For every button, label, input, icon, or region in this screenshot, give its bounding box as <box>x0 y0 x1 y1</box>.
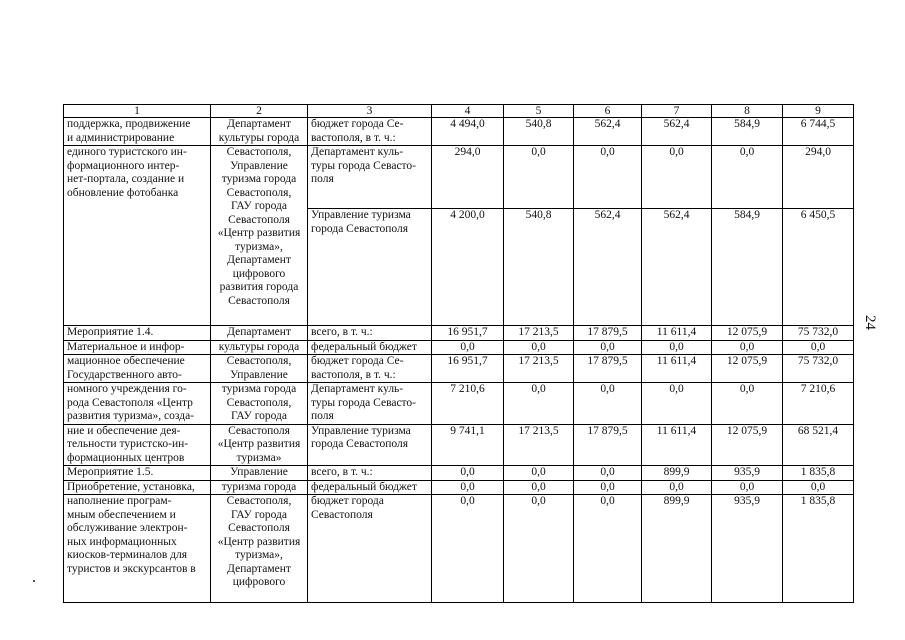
table-cell-executor: туризма города Севастополя, ГАУ города <box>211 383 308 425</box>
table-cell-value: 0,0 <box>574 495 642 603</box>
table-cell-value: 4 494,0 <box>432 118 504 146</box>
table-cell-measure: номного учреждения го- рода Севастополя «Центр развития туризма», созда- <box>64 383 211 425</box>
table-row <box>64 355 854 383</box>
table-body <box>64 105 854 603</box>
table-cell-value: 0,0 <box>432 466 504 481</box>
table-cell-executor: Управление <box>211 466 308 481</box>
table-cell-value: 6 450,5 <box>783 209 854 326</box>
table-cell-measure: поддержка, продвижение и администрирование <box>64 118 211 146</box>
table-cell-measure: наполнение програм- мным обеспечением и обслуживание электрон- ных информационных киосков-терминалов для туристов и экскурсантов в <box>64 495 211 603</box>
table-cell-measure: Материальное и инфор- <box>64 340 211 355</box>
budget-table <box>63 104 854 603</box>
table-cell-value: 935,9 <box>712 466 783 481</box>
table-cell-value: 0,0 <box>432 495 504 603</box>
table-cell-value: 11 611,4 <box>642 355 712 383</box>
table-cell-value: 0,0 <box>504 495 574 603</box>
table-cell-value: 75 732,0 <box>783 326 854 341</box>
table-cell-executor: Севастополя, ГАУ города Севастополя «Центр развития туризма», Департамент цифрового <box>211 495 308 603</box>
column-header: 1 <box>64 105 211 118</box>
table-cell-source: всего, в т. ч.: <box>308 326 432 341</box>
table-cell-value: 0,0 <box>432 480 504 495</box>
table-cell-value: 294,0 <box>432 146 504 209</box>
table-cell-source: бюджет города Севастополя <box>308 495 432 603</box>
margin-mark <box>33 580 35 582</box>
table-cell-value: 1 835,8 <box>783 466 854 481</box>
column-header: 8 <box>712 105 783 118</box>
table-cell-value: 0,0 <box>712 340 783 355</box>
table-cell-value: 0,0 <box>642 480 712 495</box>
table-cell-executor: Севастополя, Управление туризма города Севастополя, ГАУ города Севастополя «Центр развития туризма», Департамент цифрового развития города Севастополя <box>211 146 308 326</box>
table-cell-source: Управление туризма города Севастополя <box>308 424 432 466</box>
table-cell-value: 0,0 <box>783 480 854 495</box>
table-cell-value: 17 213,5 <box>504 424 574 466</box>
table-cell-source: Департамент куль- туры города Севасто- поля <box>308 146 432 209</box>
table-cell-value: 17 879,5 <box>574 326 642 341</box>
table-cell-source: федеральный бюджет <box>308 480 432 495</box>
table-cell-measure: единого туристского ин- формационного интер- нет-портала, создание и обновление фотобанка <box>64 146 211 326</box>
table-cell-value: 17 879,5 <box>574 424 642 466</box>
table-cell-value: 0,0 <box>574 480 642 495</box>
table-cell-value: 4 200,0 <box>432 209 504 326</box>
table-cell-value: 7 210,6 <box>432 383 504 425</box>
table-cell-value: 12 075,9 <box>712 326 783 341</box>
table-cell-value: 0,0 <box>642 383 712 425</box>
table-cell-measure: мационное обеспечение Государственного авто- <box>64 355 211 383</box>
table-cell-measure: ние и обеспечение дея- тельности туристско-ин- формационных центров <box>64 424 211 466</box>
table-cell-value: 9 741,1 <box>432 424 504 466</box>
table-cell-value: 584,9 <box>712 209 783 326</box>
table-cell-executor: культуры города <box>211 340 308 355</box>
table-cell-source: федеральный бюджет <box>308 340 432 355</box>
table-cell-value: 0,0 <box>504 480 574 495</box>
table-cell-value: 16 951,7 <box>432 326 504 341</box>
table-cell-value: 75 732,0 <box>783 355 854 383</box>
table-cell-executor: Департамент <box>211 326 308 341</box>
column-header: 7 <box>642 105 712 118</box>
table-cell-value: 0,0 <box>642 146 712 209</box>
table-row <box>64 146 854 209</box>
table-cell-value: 0,0 <box>574 383 642 425</box>
table-cell-value: 0,0 <box>783 340 854 355</box>
table-row <box>64 118 854 146</box>
column-header: 3 <box>308 105 432 118</box>
table-cell-value: 562,4 <box>574 209 642 326</box>
table-cell-source: всего, в т. ч.: <box>308 466 432 481</box>
table-header-row <box>64 105 854 118</box>
table-cell-value: 17 879,5 <box>574 355 642 383</box>
table-cell-value: 16 951,7 <box>432 355 504 383</box>
table-cell-measure: Мероприятие 1.4. <box>64 326 211 341</box>
table-row <box>64 480 854 495</box>
table-cell-value: 6 744,5 <box>783 118 854 146</box>
table-cell-source: бюджет города Се- вастополя, в т. ч.: <box>308 355 432 383</box>
table-cell-value: 562,4 <box>642 209 712 326</box>
page-number: 24 <box>862 315 878 330</box>
table-cell-value: 899,9 <box>642 466 712 481</box>
table-cell-executor: Департамент культуры города <box>211 118 308 146</box>
column-header: 9 <box>783 105 854 118</box>
table-row <box>64 495 854 603</box>
table-cell-value: 7 210,6 <box>783 383 854 425</box>
table-cell-value: 0,0 <box>574 146 642 209</box>
table-cell-value: 12 075,9 <box>712 424 783 466</box>
table-cell-value: 12 075,9 <box>712 355 783 383</box>
table-cell-value: 562,4 <box>642 118 712 146</box>
table-cell-value: 0,0 <box>642 340 712 355</box>
table-cell-value: 0,0 <box>432 340 504 355</box>
table-cell-value: 17 213,5 <box>504 326 574 341</box>
table-cell-value: 294,0 <box>783 146 854 209</box>
table-cell-source: Управление туризма города Севастополя <box>308 209 432 326</box>
table-cell-value: 0,0 <box>712 480 783 495</box>
table-cell-source: Департамент куль- туры города Севасто- поля <box>308 383 432 425</box>
column-header: 2 <box>211 105 308 118</box>
table-cell-executor: Севастополя «Центр развития туризма» <box>211 424 308 466</box>
table-cell-value: 562,4 <box>574 118 642 146</box>
table-cell-value: 68 521,4 <box>783 424 854 466</box>
table-cell-value: 584,9 <box>712 118 783 146</box>
column-header: 6 <box>574 105 642 118</box>
table-cell-value: 17 213,5 <box>504 355 574 383</box>
table-cell-value: 0,0 <box>504 383 574 425</box>
column-header: 5 <box>504 105 574 118</box>
table-cell-executor: туризма города <box>211 480 308 495</box>
table-cell-value: 0,0 <box>574 466 642 481</box>
table-row <box>64 326 854 341</box>
table-cell-measure: Мероприятие 1.5. <box>64 466 211 481</box>
table-cell-value: 0,0 <box>504 466 574 481</box>
table-cell-value: 0,0 <box>712 146 783 209</box>
table-cell-value: 0,0 <box>504 146 574 209</box>
table-cell-value: 935,9 <box>712 495 783 603</box>
table-cell-value: 540,8 <box>504 209 574 326</box>
table-cell-executor: Севастополя, Управление <box>211 355 308 383</box>
table-row <box>64 466 854 481</box>
table-cell-value: 1 835,8 <box>783 495 854 603</box>
table-cell-value: 0,0 <box>504 340 574 355</box>
table-cell-value: 899,9 <box>642 495 712 603</box>
table-cell-measure: Приобретение, установка, <box>64 480 211 495</box>
table-row <box>64 340 854 355</box>
table-row <box>64 424 854 466</box>
table-row <box>64 383 854 425</box>
column-header: 4 <box>432 105 504 118</box>
table-cell-value: 0,0 <box>574 340 642 355</box>
table-cell-value: 0,0 <box>712 383 783 425</box>
table-cell-value: 540,8 <box>504 118 574 146</box>
table-cell-value: 11 611,4 <box>642 326 712 341</box>
table-cell-value: 11 611,4 <box>642 424 712 466</box>
table-cell-source: бюджет города Се- вастополя, в т. ч.: <box>308 118 432 146</box>
